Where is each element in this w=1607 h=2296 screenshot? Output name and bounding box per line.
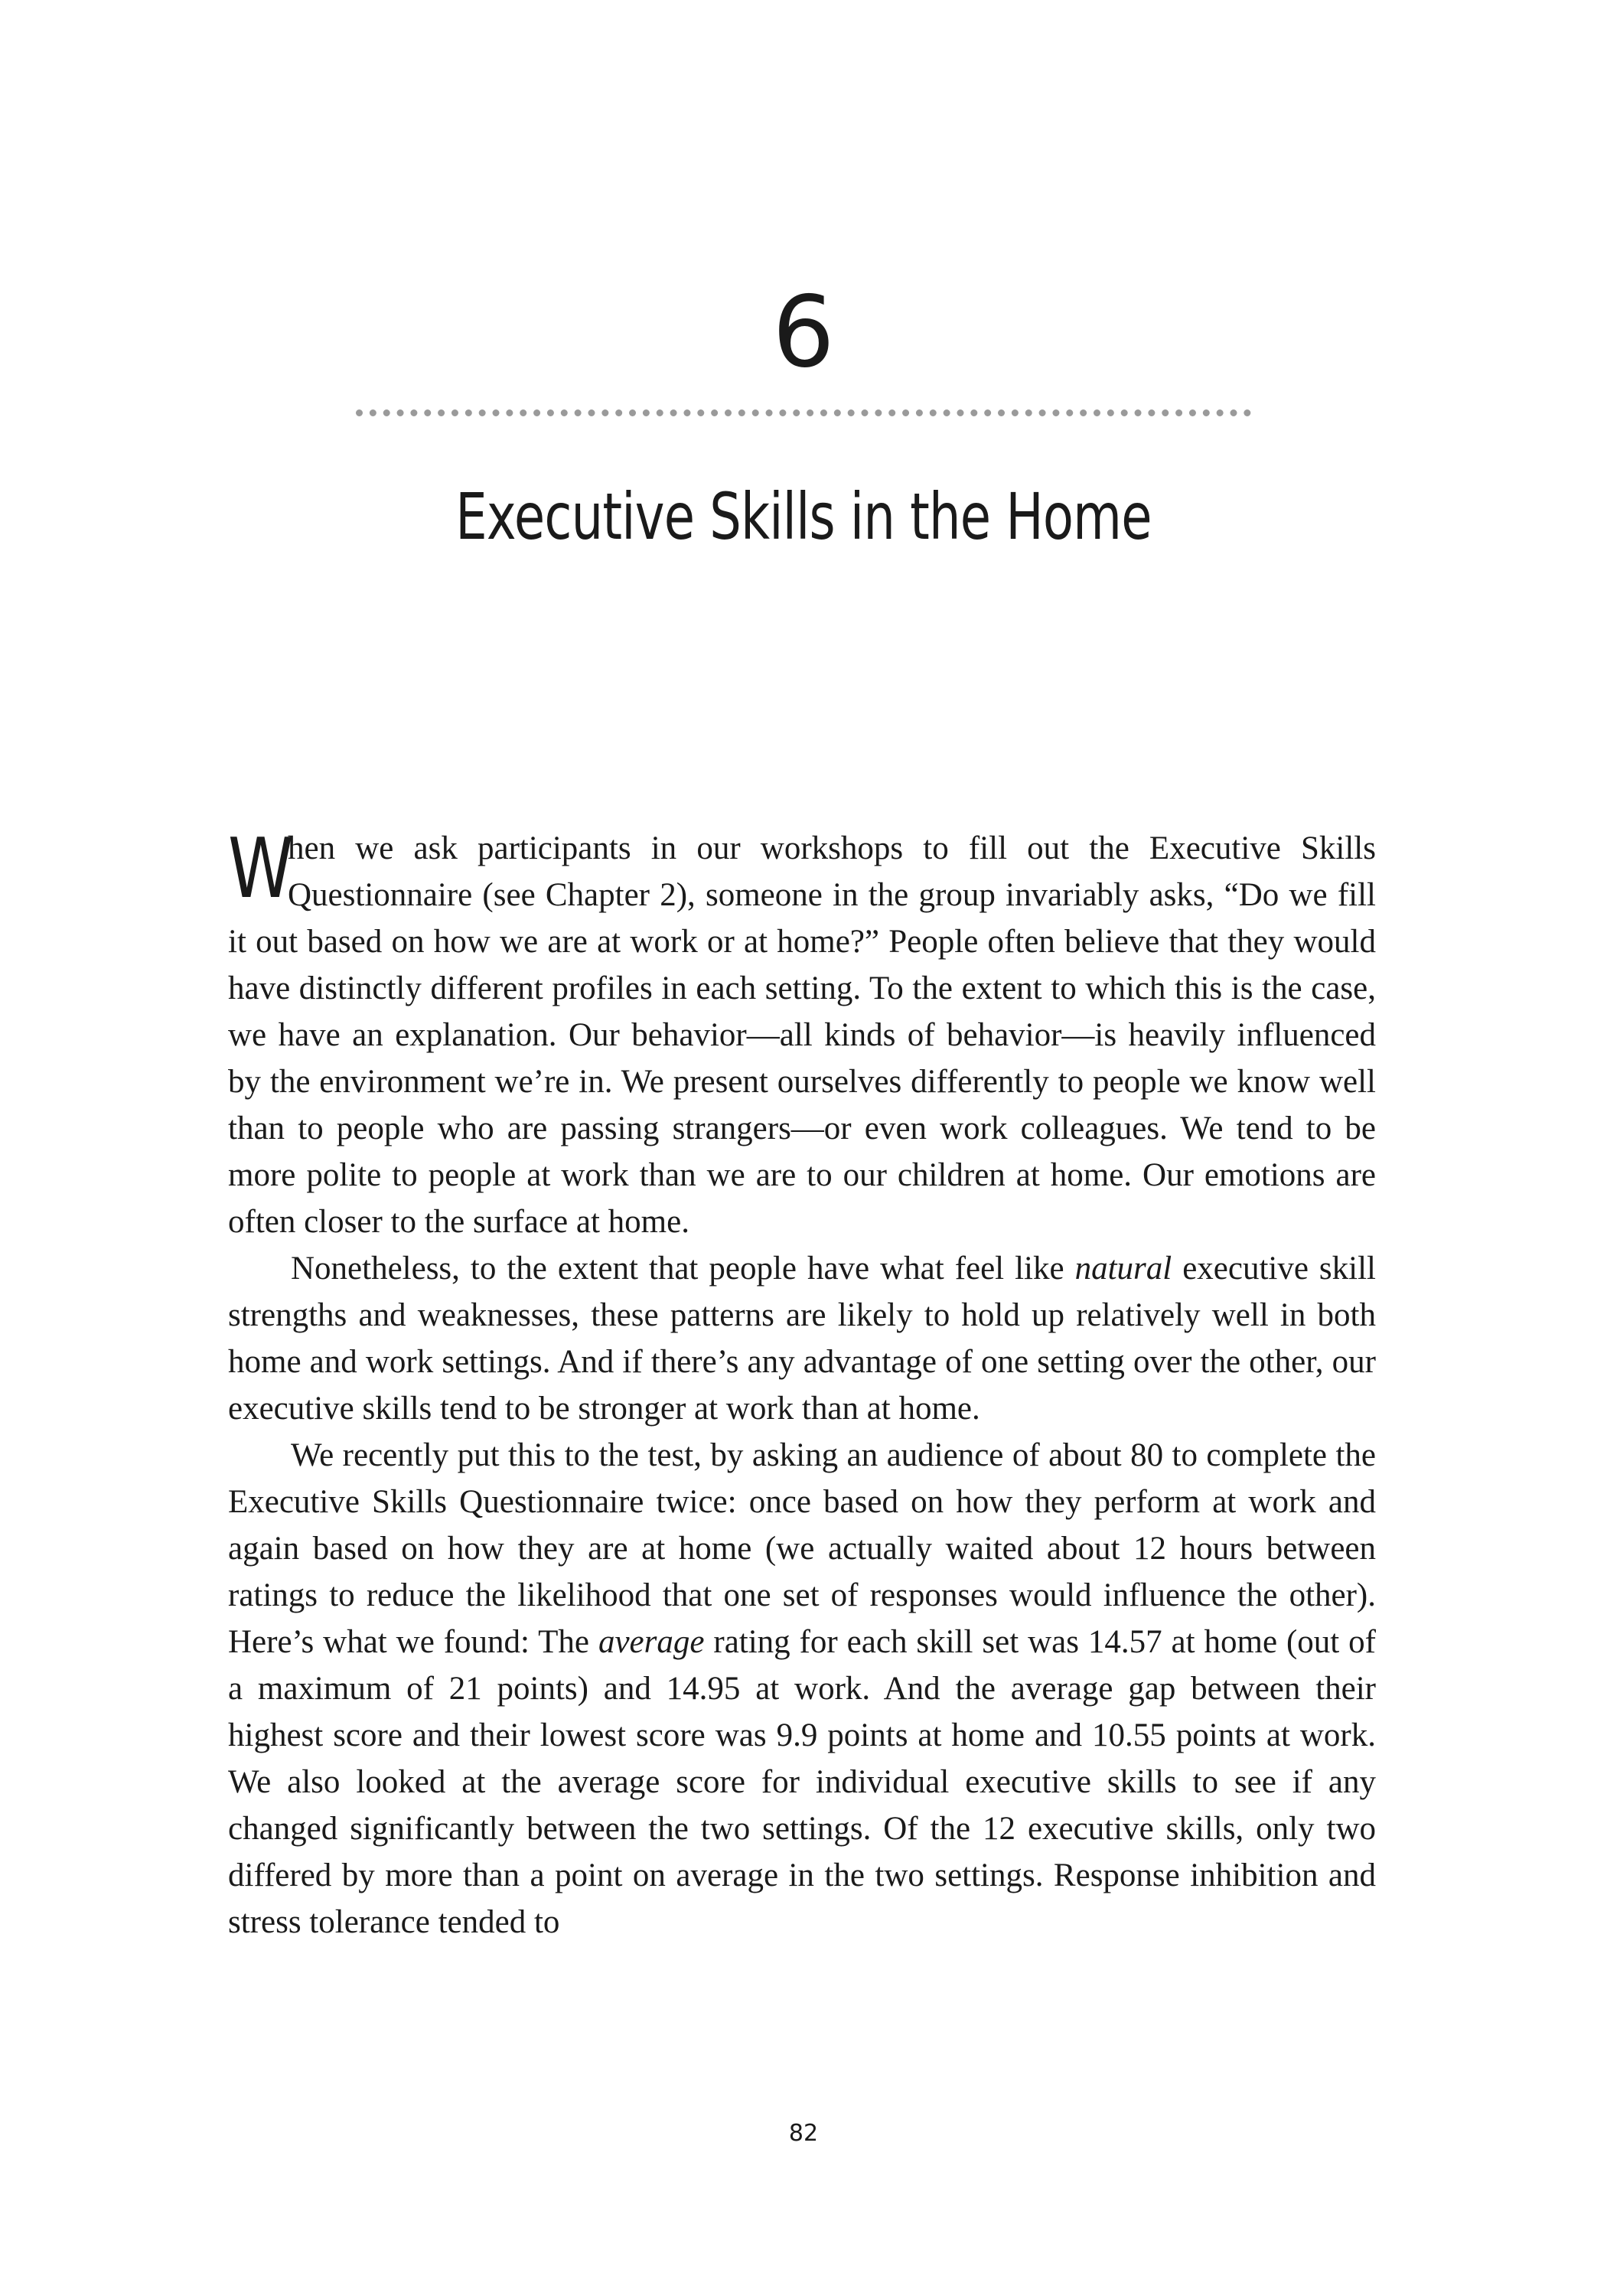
paragraph-2-emphasis: natural <box>1074 1251 1172 1287</box>
paragraph-2 <box>228 1245 1376 1432</box>
paragraph-2-after: executive skill strengths and weaknesses, these patterns are likely to hold up relatively well in both home and work settings. And if there’s any advantage of one setting over the other, our executive skills tend to be stronger at work than at home. <box>228 1251 1376 1427</box>
paragraph-2-before: Nonetheless, to the extent that people have what feel like <box>291 1251 1075 1287</box>
chapter-number: 6 <box>772 276 835 390</box>
paragraph-3-before: We recently put this to the test, by asking an audience of about 80 to complete the Executive Skills Questionnaire twice: once based on how they perform at work and again based on how they are at home (we actually waited about 12 hours between ratings to reduce the likelihood that one set of responses would influence the other). Here’s what we found: The <box>228 1437 1376 1660</box>
paragraph-3-emphasis: average <box>598 1624 705 1660</box>
body-text <box>228 821 1376 1945</box>
paragraph-3-after: rating for each skill set was 14.57 at home (out of a maximum of 21 points) and 14.95 at work. And the average gap between their highest score and their lowest score was 9.9 points at home and 10.55 points at work. We also looked at the average score for individual executive skills to see if any changed significantly between the two settings. Of the 12 executive skills, only two differed by more than a point on average in the two settings. Response inhibition and stress tolerance tended to <box>228 1624 1376 1940</box>
paragraph-1-text: hen we ask participants in our workshops to fill out the Executive Skills Questionnaire (see Chapter 2), someone in the group invariably asks, “Do we fill it out based on how we are at work or at home?” People often believe that they would have distinctly different profiles in each setting. To the extent to which this is the case, we have an explanation. Our behavior—all kinds of behavior—is heavily influenced by the environment we’re in. We present ourselves differently to people we know well than to people who are passing strangers—or even work colleagues. We tend to be more polite to people at work than we are to our children at home. Our emotions are often closer to the surface at home. <box>228 830 1376 1240</box>
page-number: 82 <box>788 2120 819 2147</box>
paragraph-1 <box>228 821 1376 1245</box>
drop-cap: W <box>228 821 294 917</box>
chapter-title: Executive Skills in the Home <box>455 479 1152 554</box>
paragraph-3 <box>228 1432 1376 1945</box>
dotted-divider <box>356 409 1251 416</box>
